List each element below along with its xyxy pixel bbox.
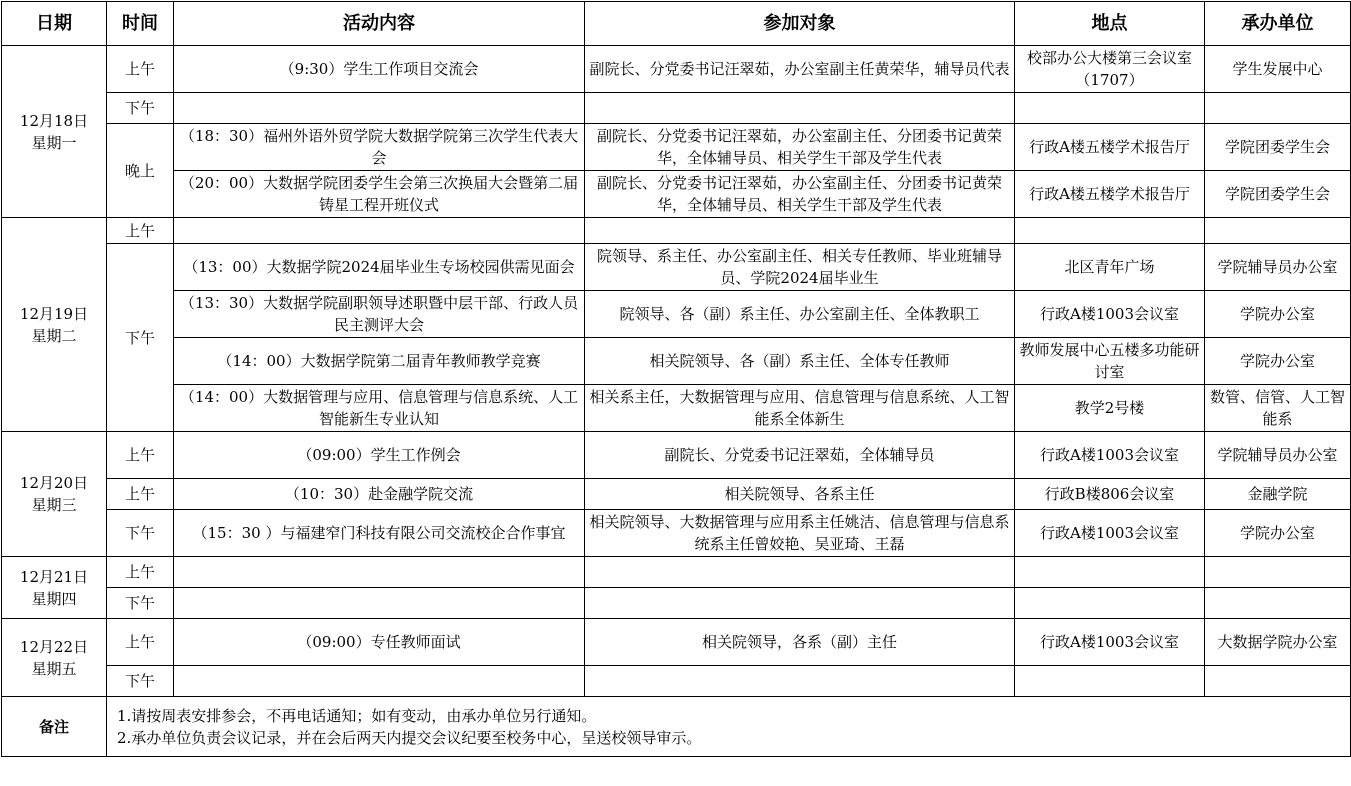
attendees-cell: 副院长、分党委书记汪翠茹，全体辅导员 [585,432,1015,479]
content-cell: （13：30）大数据学院副职领导述职暨中层干部、行政人员民主测评大会 [174,291,585,338]
time-cell: 上午 [107,46,174,93]
header-organizer: 承办单位 [1205,2,1351,46]
date-cell [2,619,107,697]
note-line: 1.请按周表安排参会，不再电话通知；如有变动，由承办单位另行通知。 [117,706,597,725]
attendees-cell: 院领导、系主任、办公室副主任、相关专任教师、毕业班辅导员、学院2024届毕业生 [585,244,1015,291]
weekly-schedule-table [1,1,1351,757]
date-cell [2,432,107,557]
table-row [2,557,1351,588]
attendees-cell: 相关院领导，各系（副）主任 [585,619,1015,666]
location-cell: 校部办公大楼第三会议室（1707） [1015,46,1205,93]
header-time: 时间 [107,2,174,46]
location-cell [1015,218,1205,244]
header-attendees: 参加对象 [585,2,1015,46]
header-date: 日期 [2,2,107,46]
attendees-cell [585,666,1015,697]
organizer-cell: 数管、信管、人工智能系 [1205,385,1351,432]
content-cell: （18：30）福州外语外贸学院大数据学院第三次学生代表大会 [174,124,585,171]
notes-label: 备注 [2,697,107,757]
table-row [2,619,1351,666]
content-cell: （09:00）专任教师面试 [174,619,585,666]
table-row [2,218,1351,244]
location-cell: 行政A楼1003会议室 [1015,619,1205,666]
notes-cell [107,697,1351,757]
location-cell: 北区青年广场 [1015,244,1205,291]
location-cell [1015,588,1205,619]
time-cell: 上午 [107,218,174,244]
content-cell: （13：00）大数据学院2024届毕业生专场校园供需见面会 [174,244,585,291]
table-row [2,666,1351,697]
time-cell: 下午 [107,244,174,432]
location-cell [1015,557,1205,588]
content-cell [174,666,585,697]
location-cell: 教师发展中心五楼多功能研讨室 [1015,338,1205,385]
attendees-cell: 相关系主任，大数据管理与应用、信息管理与信息系统、人工智能系全体新生 [585,385,1015,432]
time-cell: 下午 [107,666,174,697]
content-cell: （09:00）学生工作例会 [174,432,585,479]
location-cell: 行政A楼1003会议室 [1015,510,1205,557]
organizer-cell [1205,93,1351,124]
organizer-cell: 学院团委学生会 [1205,171,1351,218]
table-row [2,93,1351,124]
location-cell [1015,666,1205,697]
location-cell: 教学2号楼 [1015,385,1205,432]
note-line: 2.承办单位负责会议记录，并在会后两天内提交会议纪要至校务中心，呈送校领导审示。 [117,728,702,747]
organizer-cell [1205,666,1351,697]
location-cell: 行政A楼1003会议室 [1015,291,1205,338]
notes-row [2,697,1351,757]
attendees-cell [585,93,1015,124]
attendees-cell: 相关院领导、各系主任 [585,479,1015,510]
date-cell [2,46,107,218]
attendees-cell: 相关院领导、各（副）系主任、全体专任教师 [585,338,1015,385]
content-cell: （10：30）赴金融学院交流 [174,479,585,510]
content-cell: （14：00）大数据管理与应用、信息管理与信息系统、人工智能新生专业认知 [174,385,585,432]
location-cell: 行政A楼1003会议室 [1015,432,1205,479]
organizer-cell: 学院辅导员办公室 [1205,244,1351,291]
organizer-cell [1205,557,1351,588]
weekday-text: 星期一 [31,133,77,152]
time-cell: 下午 [107,510,174,557]
location-cell: 行政A楼五楼学术报告厅 [1015,124,1205,171]
organizer-cell: 学院办公室 [1205,510,1351,557]
table-row [2,432,1351,479]
time-cell: 下午 [107,93,174,124]
weekday-text: 星期四 [31,589,77,608]
time-cell: 下午 [107,588,174,619]
location-cell: 行政A楼五楼学术报告厅 [1015,171,1205,218]
organizer-cell: 学院办公室 [1205,338,1351,385]
content-cell [174,557,585,588]
date-cell [2,557,107,619]
weekday-text: 星期三 [31,496,77,514]
header-location: 地点 [1015,2,1205,46]
weekday-text: 星期五 [31,659,77,678]
content-cell [174,93,585,124]
content-cell: （9:30）学生工作项目交流会 [174,46,585,93]
header-row [2,2,1351,46]
organizer-cell: 金融学院 [1205,479,1351,510]
attendees-cell: 副院长、分党委书记汪翠茹，办公室副主任、分团委书记黄荣华，全体辅导员、相关学生干部及学生代表 [585,124,1015,171]
attendees-cell: 相关院领导、大数据管理与应用系主任姚洁、信息管理与信息系统系主任曾姣艳、吴亚琦、王磊 [585,510,1015,557]
header-content: 活动内容 [174,2,585,46]
table-row [2,338,1351,385]
organizer-cell: 学院团委学生会 [1205,124,1351,171]
content-cell: （15：30 ）与福建窄门科技有限公司交流校企合作事宜 [174,510,585,557]
date-text: 12月21日 [19,567,89,586]
attendees-cell: 副院长、分党委书记汪翠茹，办公室副主任、分团委书记黄荣华，全体辅导员、相关学生干部及学生代表 [585,171,1015,218]
table-row [2,124,1351,171]
table-row [2,244,1351,291]
time-cell: 上午 [107,619,174,666]
attendees-cell [585,588,1015,619]
table-row [2,588,1351,619]
table-row [2,385,1351,432]
time-cell: 上午 [107,557,174,588]
date-cell [2,218,107,432]
organizer-cell: 学院办公室 [1205,291,1351,338]
date-text: 12月18日 [19,111,89,130]
date-text: 12月20日 [19,474,89,492]
content-cell [174,218,585,244]
location-cell: 行政B楼806会议室 [1015,479,1205,510]
content-cell: （14：00）大数据学院第二届青年教师教学竞赛 [174,338,585,385]
table-row [2,510,1351,557]
table-row [2,479,1351,510]
attendees-cell [585,218,1015,244]
content-cell [174,588,585,619]
organizer-cell [1205,218,1351,244]
time-cell: 上午 [107,479,174,510]
time-cell: 上午 [107,432,174,479]
date-text: 12月22日 [19,637,89,656]
date-text: 12月19日 [19,304,89,323]
attendees-cell [585,557,1015,588]
organizer-cell: 大数据学院办公室 [1205,619,1351,666]
attendees-cell: 院领导、各（副）系主任、办公室副主任、全体教职工 [585,291,1015,338]
attendees-cell: 副院长、分党委书记汪翠茹，办公室副主任黄荣华，辅导员代表 [585,46,1015,93]
organizer-cell: 学生发展中心 [1205,46,1351,93]
time-cell: 晚上 [107,124,174,218]
table-row [2,46,1351,93]
table-row [2,171,1351,218]
table-row [2,291,1351,338]
organizer-cell [1205,588,1351,619]
content-cell: （20：00）大数据学院团委学生会第三次换届大会暨第二届铸星工程开班仪式 [174,171,585,218]
weekday-text: 星期二 [31,326,77,345]
organizer-cell: 学院辅导员办公室 [1205,432,1351,479]
location-cell [1015,93,1205,124]
